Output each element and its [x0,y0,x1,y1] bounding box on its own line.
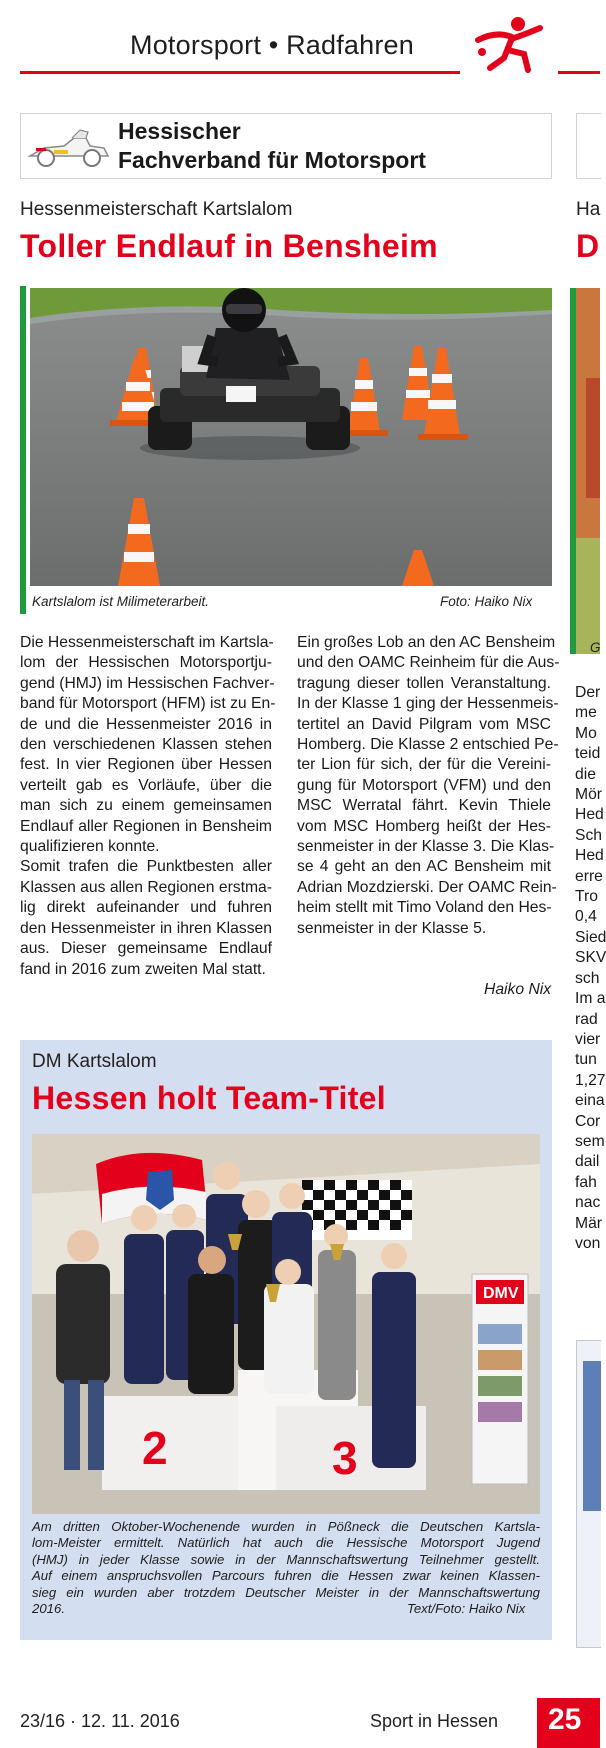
article1-column-2 [297,633,560,939]
dmv-logo-text: DMV [483,1285,519,1302]
right-photo-detail-2 [576,538,600,654]
article2-kicker: DM Kartslalom [32,1051,157,1072]
photo-credit: Foto: Haiko Nix [440,594,533,609]
race-car-icon [24,118,112,174]
right-line: 1,27 [575,1071,606,1089]
association-name-line2: Fachverband für Motorsport [118,147,426,173]
article1-column-1 [20,633,276,980]
right-line: nac [575,1194,601,1212]
right-photo-fragment [576,288,600,654]
body-line: aus. Dieser gemeinsame Endlauf [20,940,272,958]
right-line: 0,4 [575,908,597,926]
body-line: den verschiedenen Klassen stehen [20,736,272,754]
body-line: man sich zu einem gemeinsamen [20,797,272,815]
right-line: Sied [575,928,606,946]
right-line: teid [575,745,601,763]
article2-headline: Hessen holt Team-Titel [32,1080,386,1116]
accent-bar [20,286,26,614]
right-line: Hed [575,847,604,865]
right-line: Mör [575,786,603,804]
right-line: rad [575,1010,598,1028]
article1-kicker: Hessenmeisterschaft Kartslalom [20,199,293,220]
right-line: sch [575,969,600,987]
podium-photo-illustration [32,1134,540,1514]
right-accent-bar [570,288,576,654]
body-line: MSC Werratal fährt. Kevin Thiele [297,797,551,815]
podium-number-3: 3 [332,1432,358,1484]
association-name-line1: Hessischer [118,118,241,144]
body-line: senmeister in der Klasse 5. [297,919,487,937]
body-line: Die Hessenmeisterschaft im Kartsla- [20,634,274,651]
sport-figure-logo-icon [468,14,548,76]
body-line: den Hessenmeister in ihren Klassen [20,919,272,937]
body-line: Endlauf aller Regionen in Bensheim [20,817,272,835]
right-line: die [575,765,596,783]
article1-author: Haiko Nix [484,981,552,998]
body-line: de und die Hessenmeister 2016 in [20,715,272,733]
body-line: fand in 2016 zum zweiten Mal statt. [20,960,266,978]
right-line: Cor [575,1112,601,1130]
body-line: se 4 geht an den AC Bensheim mit [297,858,551,876]
body-line: tragung dieser tollen Veranstaltung. [297,674,551,692]
body-line: lom der Hessischen Motorsportju- [20,654,272,672]
page-number: 25 [548,1703,582,1736]
body-line: tertitel an David Pilgram vom MSC [297,715,551,733]
caption-line: lom-Meister ermittelt. Natürlich hat auch die Hessische Motorsport Jugend [32,1535,540,1551]
body-line: und den OAMC Reinheim für die Aus- [297,654,560,672]
right-line: Sch [575,826,603,844]
body-line: ter Lion für sich, der für die Vereini- [297,756,551,774]
right-line: Hed [575,806,604,824]
body-line: gung für Motorsport (VFM) und den [297,776,551,794]
body-line: Somit trafen die Punktbesten aller [20,858,272,876]
caption-line: Auf einem anspruchsvollen Parcours fuhren die Hessen zwar keinen Klassen- [32,1568,540,1584]
body-line: qualifizieren konnte. [20,838,160,856]
right-banner-edge [576,113,601,179]
body-line: Ein großes Lob an den AC Bensheim [297,634,556,651]
right-line: von [575,1234,601,1252]
team-podium-photo [32,1134,540,1514]
issue-date: 23/16 · 12. 11. 2016 [20,1711,180,1731]
right-line: Im a [575,990,606,1008]
right-box-image [583,1361,601,1511]
right-photo-detail [586,378,600,498]
body-line: vom MSC Homberg heißt der Hes- [297,817,551,835]
body-line: Adrian Mozdzierski. Der OAMC Rein- [297,878,557,896]
right-line: dail [575,1153,600,1171]
body-line: In der Klasse 1 ging der Hessenmeis- [297,695,559,713]
article1-headline: Toller Endlauf in Bensheim [20,228,438,264]
right-line: tun [575,1051,597,1069]
caption-line: Am dritten Oktober-Wochenende wurden in Pößneck die Deutschen Kartsla- [32,1519,540,1534]
right-kicker-fragment: Ha [576,199,601,220]
header-rule-right [558,71,600,74]
right-line: me [575,704,597,722]
section-title: Motorsport • Radfahren [130,30,414,60]
body-line: gend (HMJ) im Hessischen Fachver- [20,674,275,692]
body-line: Klassen aus allen Regionen erstma- [20,878,273,896]
body-line: fest. In vier Regionen über Hessen [20,756,272,774]
photo-caption: Kartslalom ist Milimeterarbeit. [32,594,210,609]
body-line: heim stellt mit Timo Voland den Hes- [297,899,552,917]
magazine-name: Sport in Hessen [370,1711,499,1731]
right-line: Der [575,684,601,701]
body-line: Homberg. Die Klasse 2 entschied Pe- [297,736,559,754]
right-column-text [575,683,606,1254]
right-line: Mär [575,1214,603,1232]
caption-line: (HMJ) in jeder Klasse sowie in der Mannschaftswertung Teilnehmer gestellt. [32,1551,540,1567]
right-box-fragment [576,1340,601,1648]
article2-credit: Text/Foto: Haiko Nix [407,1601,526,1616]
kart-slalom-photo [30,288,552,586]
body-line: band für Motorsport (HFM) ist zu En- [20,695,276,713]
body-line: lig direkt aufeinander und fuhren [20,899,272,917]
right-line: SKV [575,949,606,967]
caption-line: sieg ein wurden aber trotzdem Deutscher Meister in der Mannschaftswertung [32,1584,540,1600]
body-line: senmeister in der Klasse 3. Die Klas- [297,838,555,856]
right-line: erre [575,867,603,885]
right-line: Tro [575,888,598,906]
podium-number-2: 2 [142,1422,168,1474]
right-caption-fragment: G [590,640,601,655]
right-line: eina [575,1092,605,1110]
caption-line: 2016. [32,1601,66,1617]
right-line: Mo [575,724,597,742]
right-line: fah [575,1173,597,1191]
header-rule [20,71,460,74]
association-name [118,117,426,175]
kart-photo-illustration [30,288,552,586]
right-line: sem [575,1132,605,1150]
body-line: verteilt gab es Vorläufe, über die [20,776,272,794]
right-line: vier [575,1030,601,1048]
right-headline-fragment: D [576,228,600,264]
